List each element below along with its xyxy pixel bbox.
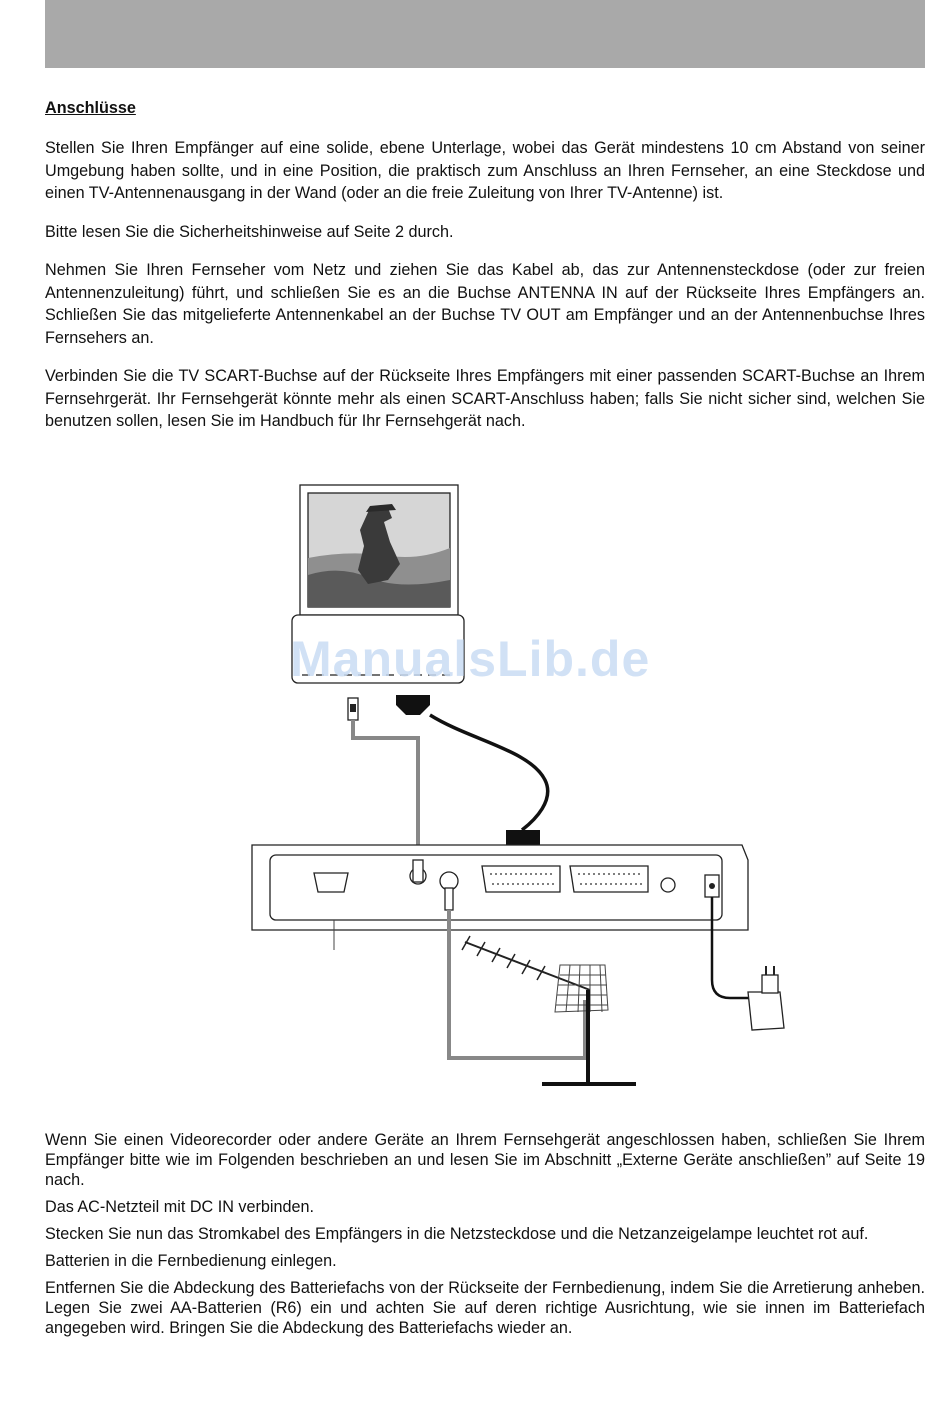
paragraph-batteries: Entfernen Sie die Abdeckung des Batteriefachs von der Rückseite der Fernbedienung, indem Sie die Arretierung anheben. Legen Sie zwei AA-Batterien (R6) ein und achten Sie auf deren richtige Ausrichtung, wie sie innen im Batteriefach angegeben wird. Bringen Sie die Abdeckung des Batteriefachs wieder an. — [45, 1279, 925, 1337]
intro-text — [45, 137, 925, 433]
tv-scart-plug — [396, 695, 430, 715]
paragraph-ac-adapter: Das AC-Netzteil mit DC IN verbinden. — [45, 1198, 314, 1216]
paragraph-safety: Bitte lesen Sie die Sicherheitshinweise auf Seite 2 durch. — [45, 222, 454, 241]
power-adapter-icon — [748, 966, 784, 1030]
section-title: Anschlüsse — [45, 99, 136, 117]
receiver-icon — [252, 845, 748, 930]
watermark: ManualsLib.de — [290, 631, 651, 687]
paragraph-scart: Verbinden Sie die TV SCART-Buchse auf der Rückseite Ihres Empfängers mit einer passenden SCART-Buchse an Ihrem Fernsehrgerät. Ihr Fernsehgerät könnte mehr als einen SCART-Anschluss haben; falls Sie nicht sicher sind, welchen Sie benutzen sollen, lesen Sie im Handbuch für Ihr Fernsehgerät nach. — [45, 367, 925, 430]
instructions-text — [45, 1130, 925, 1345]
connection-diagram — [230, 480, 800, 1090]
paragraph-batteries-heading: Batterien in die Fernbedienung einlegen. — [45, 1252, 337, 1270]
antenna-icon — [462, 936, 636, 1085]
header-bar — [45, 0, 925, 68]
paragraph-power: Stecken Sie nun das Stromkabel des Empfängers in die Netzsteckdose und die Netzanzeigelampe leuchtet rot auf. — [45, 1225, 869, 1243]
paragraph-placement: Stellen Sie Ihren Empfänger auf eine solide, ebene Unterlage, wobei das Gerät mindestens 10 cm Abstand von seiner Umgebung haben sollte, und in eine Position, die praktisch zum Anschluss an Ihren Fernseher, an eine Steckdose und einen TV-Antennenausgang in der Wand (oder an die freie Zuleitung von Ihrer TV-Antenne) ist. — [45, 139, 925, 202]
paragraph-antenna: Nehmen Sie Ihren Fernseher vom Netz und ziehen Sie das Kabel ab, das zur Antennensteckdose (oder zur freien Antennenzuleitung) führt, und schließen Sie es an die Buchse ANTENNA IN auf der Rückseite Ihres Empfängers an. Schließen Sie das mitgelieferte Antennenkabel an der Buchse TV OUT am Empfänger und an der Antennenbuchse Ihres Fernsehers an. — [45, 261, 925, 347]
paragraph-vcr: Wenn Sie einen Videorecorder oder andere Geräte an Ihrem Fernsehgerät angeschlossen haben, schließen Sie Ihrem Empfänger bitte wie im Folgenden beschrieben an und lesen Sie im Abschnitt „Externe Geräte anschließen” auf Seite 19 nach. — [45, 1131, 925, 1189]
